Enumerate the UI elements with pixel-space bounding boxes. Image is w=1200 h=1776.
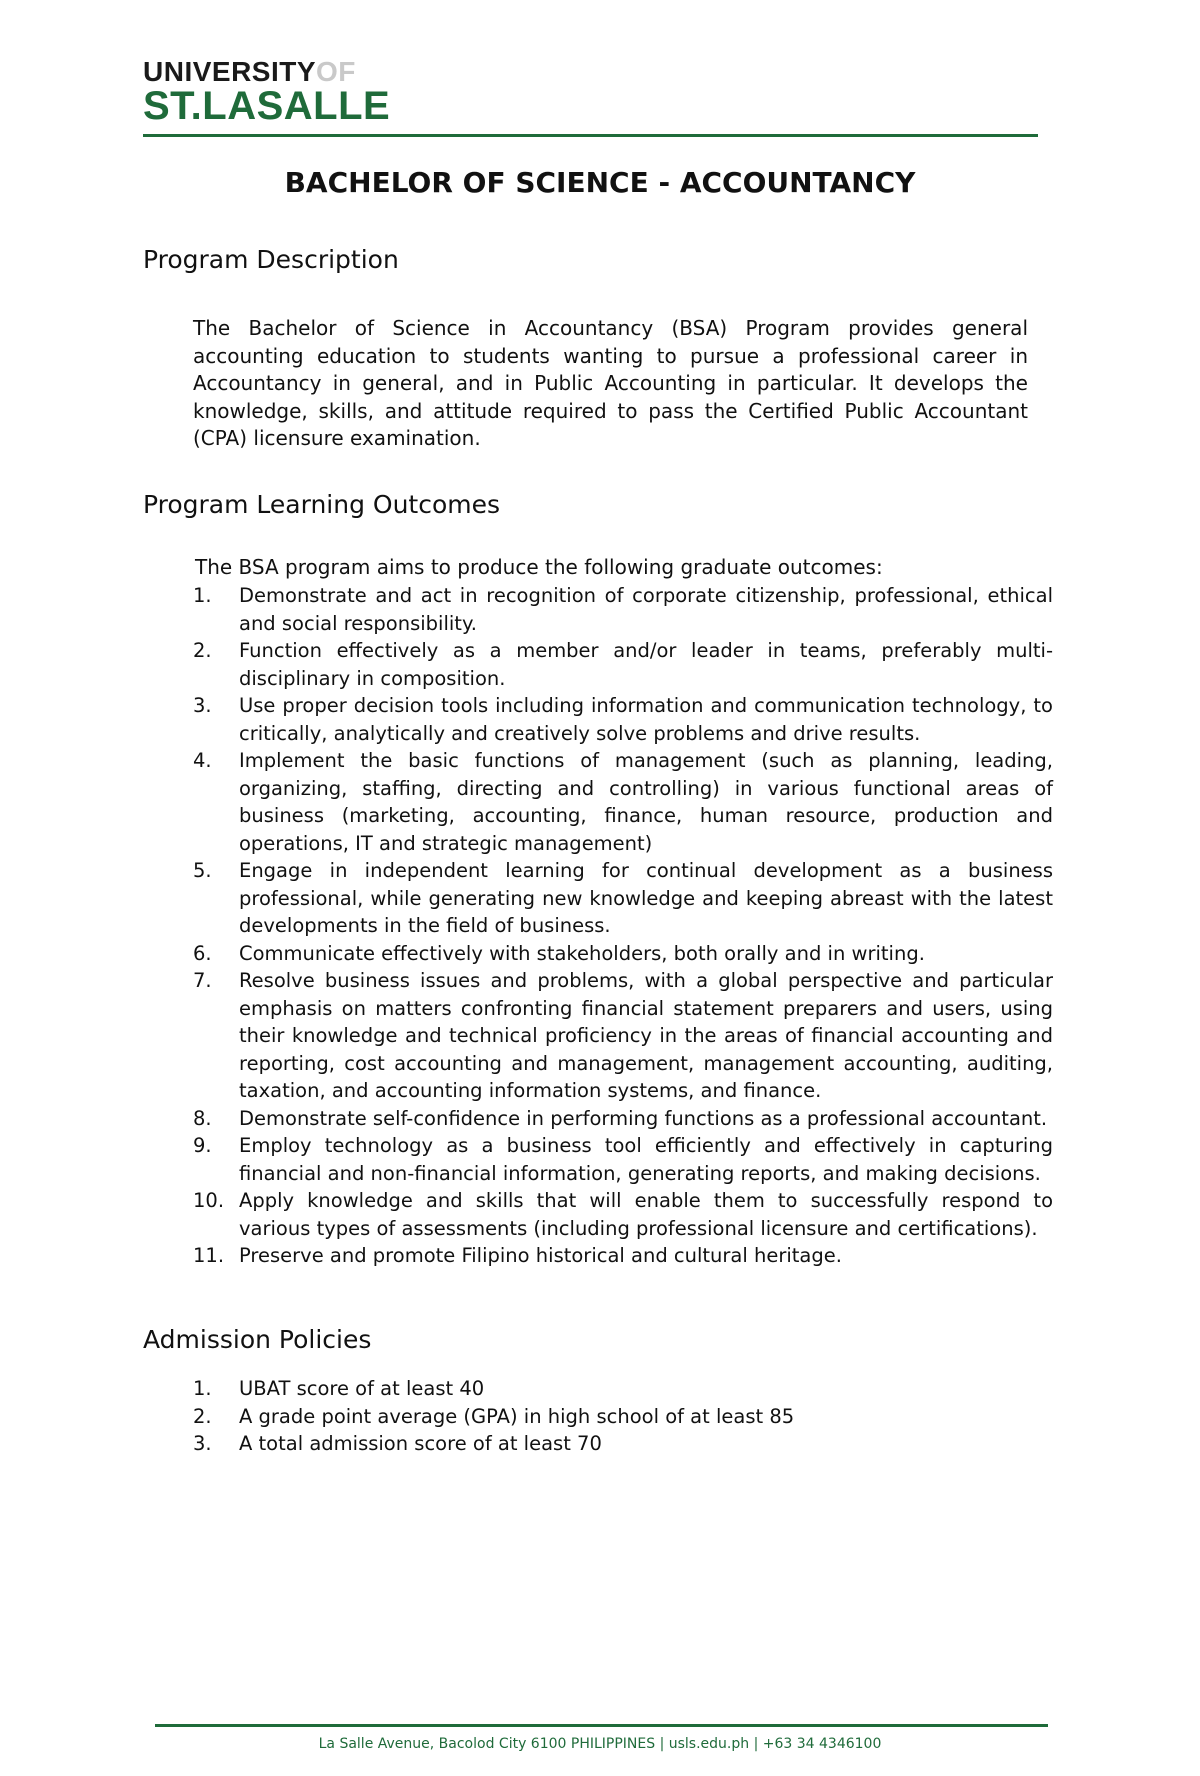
learning-outcomes-heading: Program Learning Outcomes [143, 490, 501, 519]
list-item-text: Use proper decision tools including information and communication technology, to critically, analytically and creatively solve problems and drive results. [239, 694, 1053, 745]
list-item-number: 10. [193, 1189, 225, 1212]
program-description-body: The Bachelor of Science in Accountancy (BSA) Program provides general accounting education to students wanting to pursue a professional career in Accountancy in general, and in Public Accounting in particular. It develops the knowledge, skills, and attitude required to pass the Certified Public Accountant (CPA) licensure examination. [193, 316, 1028, 450]
list-item-number: 3. [193, 1432, 212, 1455]
list-item-number: 6. [193, 941, 212, 965]
list-item [193, 1105, 1053, 1133]
list-item-number: 2. [193, 639, 212, 662]
learning-outcomes-intro: The BSA program aims to produce the following graduate outcomes: [195, 555, 883, 579]
list-item [193, 1187, 1053, 1242]
list-item [193, 1375, 1053, 1403]
list-item [193, 1403, 1053, 1431]
list-item-text: Function effectively as a member and/or leader in teams, preferably multi-disciplinary in composition. [239, 639, 1053, 690]
list-item [193, 967, 1053, 1105]
document-title: BACHELOR OF SCIENCE - ACCOUNTANCY [284, 166, 916, 199]
list-item [193, 747, 1053, 857]
list-item [193, 857, 1053, 940]
list-item-number: 1. [193, 584, 212, 607]
admission-policies-heading: Admission Policies [143, 1325, 372, 1354]
list-item-number: 4. [193, 749, 212, 772]
list-item-text: Apply knowledge and skills that will enable them to successfully respond to various types of assessments (including professional licensure and certifications). [239, 1189, 1053, 1240]
list-item-number: 9. [193, 1134, 212, 1157]
logo-line-1 [143, 58, 390, 86]
list-item-text: Demonstrate and act in recognition of corporate citizenship, professional, ethical and social responsibility. [239, 584, 1053, 635]
list-item-text: Preserve and promote Filipino historical and cultural heritage. [239, 1244, 842, 1267]
list-item-number: 11. [193, 1244, 225, 1267]
list-item-text: Communicate effectively with stakeholders, both orally and in writing. [239, 941, 925, 965]
list-item-text: Demonstrate self-confidence in performing functions as a professional accountant. [239, 1106, 1048, 1130]
list-item [193, 940, 1053, 968]
list-item [193, 1132, 1053, 1187]
admission-policies-list [193, 1375, 1053, 1458]
list-item-number: 1. [193, 1377, 212, 1400]
learning-outcomes-list [193, 582, 1053, 1270]
university-logo [143, 58, 390, 126]
logo-university-text: UNIVERSITY [143, 56, 317, 87]
list-item-text: Resolve business issues and problems, with a global perspective and particular emphasis on matters confronting financial statement preparers and users, using their knowledge and technical proficiency in the areas of financial accounting and reporting, cost accounting and management, management accounting, auditing, taxation, and accounting information systems, and finance. [239, 969, 1053, 1102]
list-item-number: 2. [193, 1404, 212, 1428]
list-item-number: 7. [193, 969, 212, 992]
list-item-number: 8. [193, 1106, 212, 1130]
list-item [193, 1242, 1053, 1270]
footer-divider [155, 1724, 1048, 1727]
logo-of-text: OF [316, 56, 356, 87]
list-item-text: Employ technology as a business tool efficiently and effectively in capturing financial and non-financial information, generating reports, and making decisions. [239, 1134, 1053, 1185]
program-description-heading: Program Description [143, 245, 399, 274]
list-item-text: UBAT score of at least 40 [239, 1377, 485, 1400]
list-item-number: 5. [193, 859, 212, 882]
list-item [193, 637, 1053, 692]
logo-line-2: ST.LASALLE [143, 84, 391, 128]
list-item [193, 582, 1053, 637]
list-item [193, 692, 1053, 747]
list-item-text: Implement the basic functions of management (such as planning, leading, organizing, staffing, directing and controlling) in various functional areas of business (marketing, accounting, finance, human resource, production and operations, IT and strategic management) [239, 749, 1053, 855]
footer-address: La Salle Avenue, Bacolod City 6100 PHILIPPINES | usls.edu.ph | +63 34 4346100 [318, 1736, 882, 1752]
list-item-text: A total admission score of at least 70 [239, 1432, 602, 1455]
list-item-text: Engage in independent learning for continual development as a business professional, while generating new knowledge and keeping abreast with the latest developments in the field of business. [239, 859, 1053, 937]
list-item-number: 3. [193, 694, 212, 717]
list-item-text: A grade point average (GPA) in high school of at least 85 [239, 1404, 795, 1428]
list-item [193, 1430, 1053, 1458]
header-divider [143, 134, 1038, 137]
